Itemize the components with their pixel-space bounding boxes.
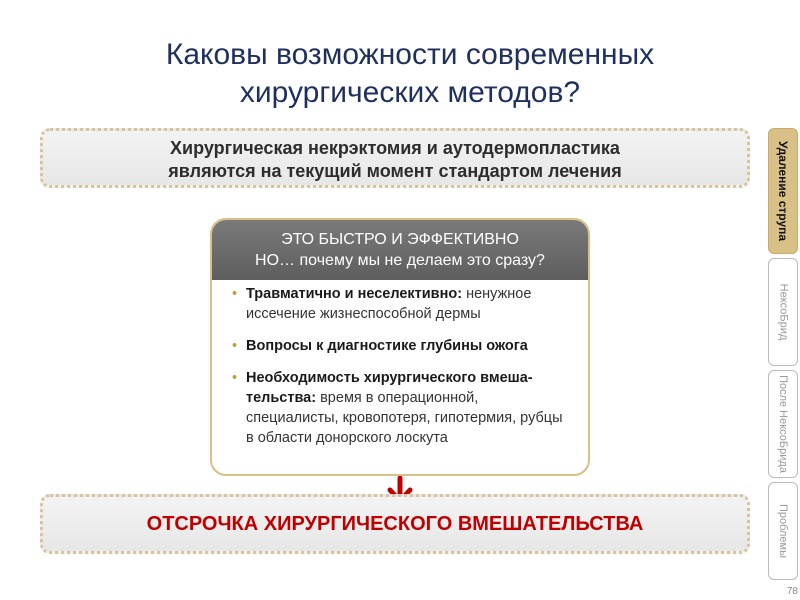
standard-treatment-line2: являются на текущий момент стандартом лечения xyxy=(168,161,622,181)
side-tab-nexobrid[interactable] xyxy=(768,258,798,366)
page-number: 78 xyxy=(786,586,798,597)
bullet-text: время в операционной, специалисты, кровопотеря, гипотермия, рубцы в области донорского лоскута xyxy=(246,390,563,446)
side-tab-label: НексоБрид xyxy=(777,283,790,341)
bullet-bold: Необходимость хирургического вмеша-тельства: xyxy=(246,370,533,406)
bullet-item xyxy=(232,368,574,448)
side-tab-label: Удаление струпа xyxy=(776,140,790,242)
side-tab-label: После НексоБрида xyxy=(777,375,789,473)
standard-treatment-line1: Хирургическая некрэктомия и аутодермопластика xyxy=(170,138,620,158)
surgery-delay-banner xyxy=(40,494,750,554)
standard-treatment-banner xyxy=(40,128,750,188)
bullet-item xyxy=(232,336,574,356)
bullet-text: ненужное иссечение жизнеспособной дермы xyxy=(246,286,532,322)
slide-title xyxy=(60,36,760,112)
side-tab-label: Проблемы xyxy=(777,504,790,558)
slide-title-line1: Каковы возможности современных xyxy=(165,38,655,71)
slide-title-line2: хирургических методов? xyxy=(239,76,581,109)
side-tab-problems[interactable] xyxy=(768,482,798,580)
side-tab-scab-removal[interactable] xyxy=(768,128,798,254)
surgery-delay-text: ОТСРОЧКА ХИРУРГИЧЕСКОГО ВМЕШАТЕЛЬСТВА xyxy=(146,513,644,535)
side-tab-after-nexobrid[interactable] xyxy=(768,370,798,478)
card-header-line1: ЭТО БЫСТРО И ЭФФЕКТИВНО xyxy=(281,231,519,248)
card-header-line2: НО… почему мы не делаем это сразу? xyxy=(255,252,545,269)
bullet-bold: Вопросы к диагностике глубины ожога xyxy=(246,338,528,354)
info-card xyxy=(210,218,590,476)
bullet-item xyxy=(232,284,574,324)
card-body xyxy=(212,280,588,448)
card-header xyxy=(212,220,588,280)
bullet-bold: Травматично и неселективно: xyxy=(246,286,463,302)
